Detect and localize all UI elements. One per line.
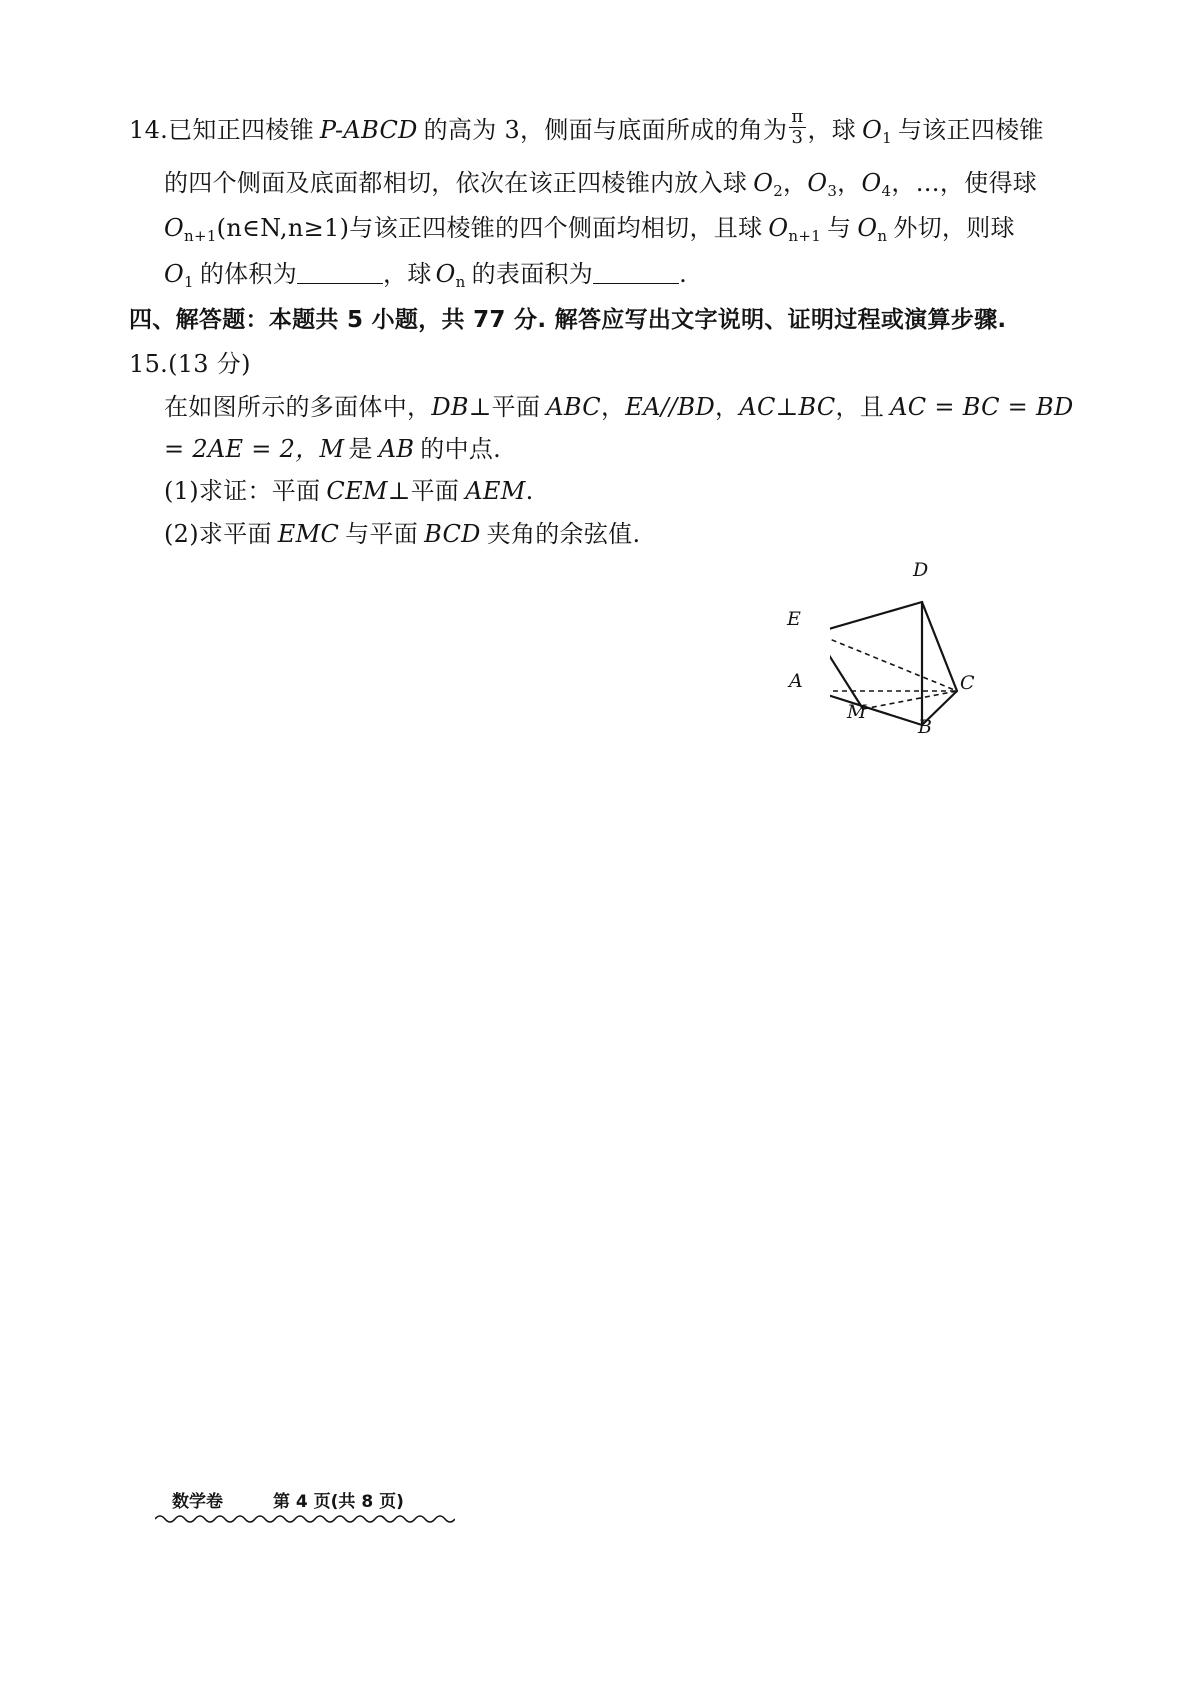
answer-blank-surface-area[interactable] [593, 261, 679, 284]
q14-line-1: 14.已知正四棱锥 P-ABCD 的高为 3，侧面与底面所成的角为 $\frac{\pi}{3}$ ，球 $O_1$ 与该正四棱锥 [129, 106, 1044, 148]
q15-line-2: = 2AE = 2，M 是 AB 的中点. [164, 435, 502, 463]
footer-page-number: 第 4 页(共 8 页) [273, 1492, 404, 1512]
q15-header: 15.(13 分) [129, 350, 251, 378]
footer-subject: 数学卷 [172, 1492, 223, 1512]
label-a: A [789, 670, 804, 692]
q14-line-4: $O_1$ 的体积为 ，球 $O_n$ 的表面积为 . [164, 260, 688, 291]
q15-line-1: 在如图所示的多面体中，DB⊥平面 ABC，EA//BD，AC⊥BC，且 AC = BC = BD [164, 393, 1074, 421]
label-b: B [918, 716, 933, 738]
page-footer [172, 1487, 404, 1512]
section-4-title: 四、解答题：本题共 5 小题，共 77 分. 解答应写出文字说明、证明过程或演算步骤. [129, 307, 1007, 333]
answer-blank-volume[interactable] [297, 261, 383, 284]
polyhedron-figure [830, 585, 1060, 780]
label-m: M [847, 701, 867, 723]
label-d: D [913, 559, 929, 581]
edge-de [830, 602, 922, 633]
label-c: C [960, 672, 975, 694]
edge-ab [830, 691, 922, 725]
q14-line-3: $O_{n+1}(n\in N,n\ge 1)$与该正四棱锥的四个侧面均相切，且球 $O_{n+1}$ 与 $O_n$ 外切，则球 [164, 214, 1015, 245]
q14-number: 14. [129, 116, 169, 144]
q15-part-1: (1)求证：平面 CEM⊥平面 AEM. [164, 477, 534, 505]
pi-over-3-fraction: $\frac{\pi}{3}$ [791, 106, 804, 148]
label-e: E [787, 608, 802, 630]
edge-dc [922, 602, 957, 691]
q14-line-2: 的四个侧面及底面都相切，依次在该正四棱锥内放入球 $O_2$，$O_3$，$O_4$，…，使得球 [164, 169, 1038, 200]
footer-wavy-underline [155, 1512, 455, 1526]
edge-mc-dashed [863, 691, 957, 709]
q15-part-2: (2)求平面 EMC 与平面 BCD 夹角的余弦值. [164, 520, 641, 548]
